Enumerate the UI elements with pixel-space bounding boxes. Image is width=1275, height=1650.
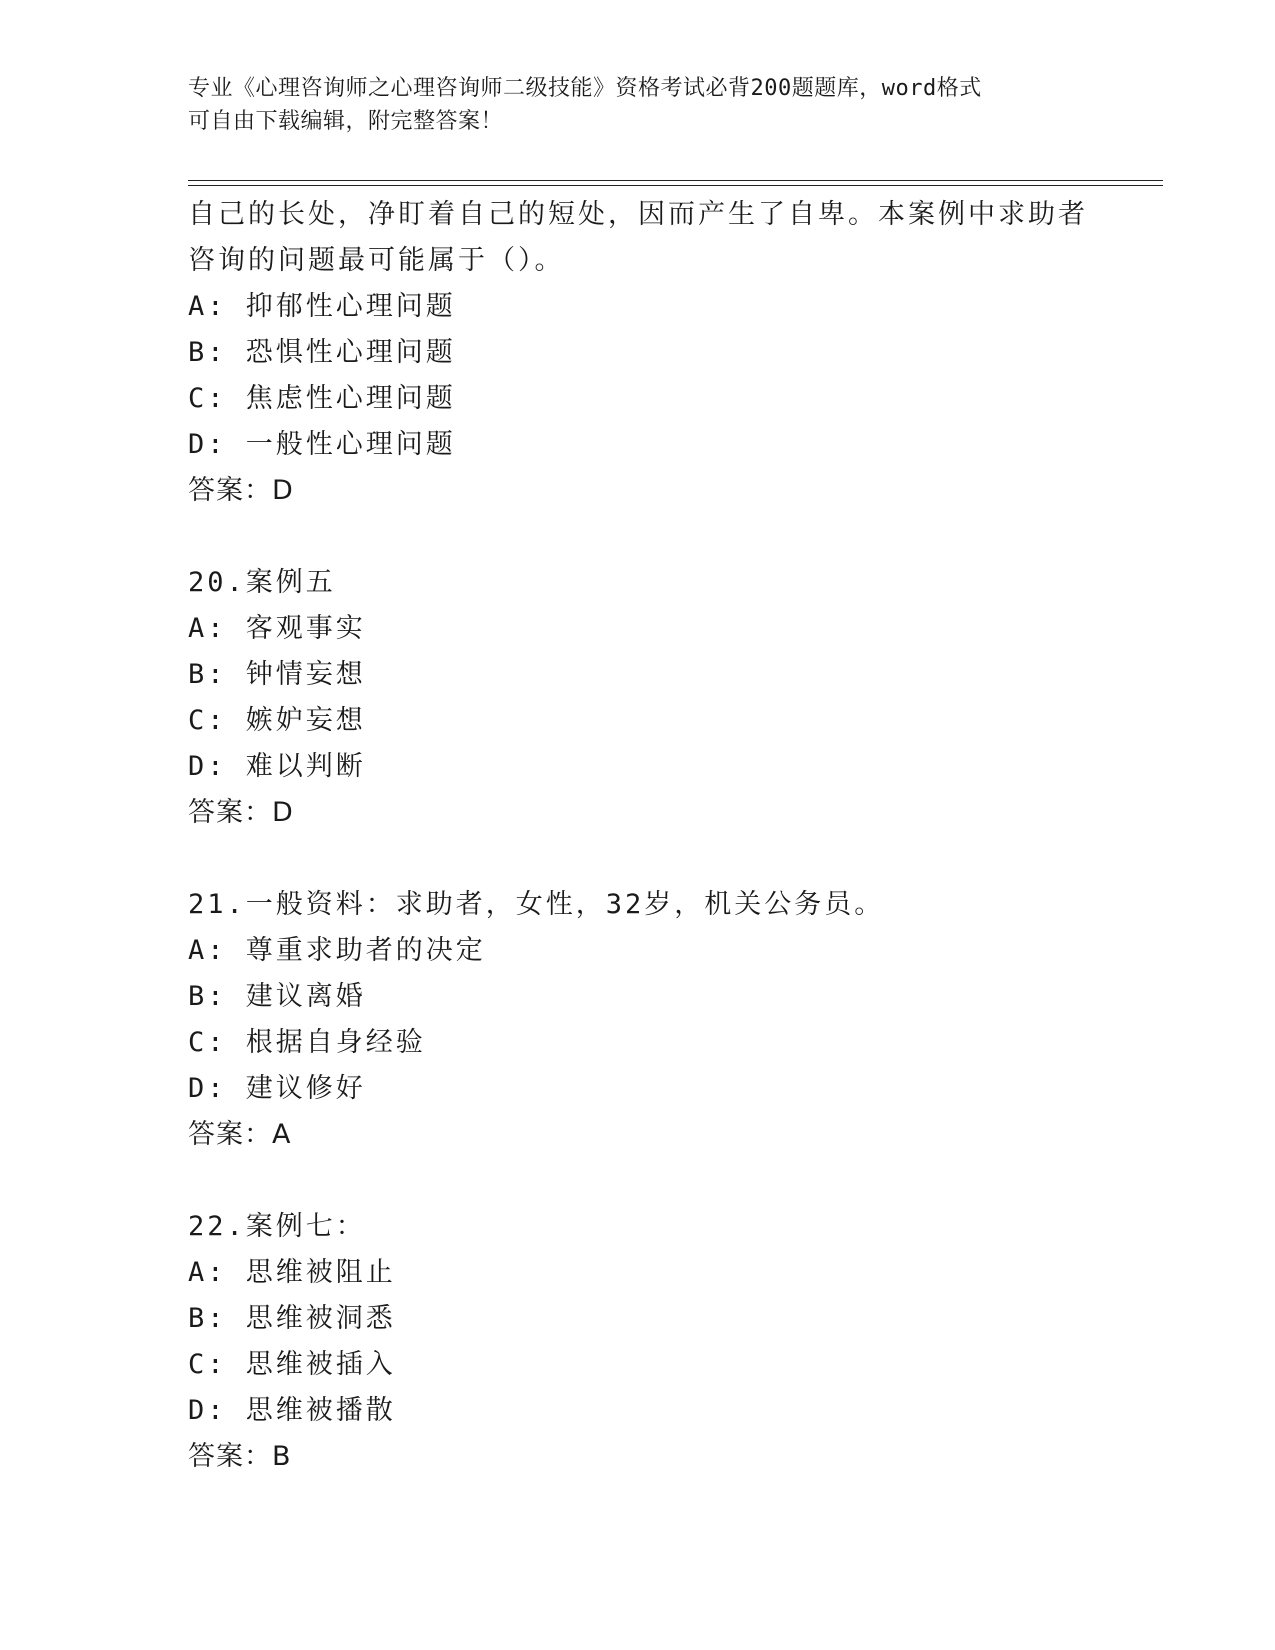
header-divider-bottom <box>188 185 1163 186</box>
answer-line: 答案：D <box>188 475 294 506</box>
option-c: C: 嫉妒妄想 <box>188 705 366 736</box>
option-c: C: 根据自身经验 <box>188 1027 426 1058</box>
spacer <box>188 514 1088 560</box>
question-stem: 22.案例七： <box>188 1211 366 1242</box>
header-title-line-1: 专业《心理咨询师之心理咨询师二级技能》资格考试必背200题题库，word格式 <box>188 76 982 101</box>
question-stem-line: 咨询的问题最可能属于（）。 <box>188 245 565 276</box>
option-d: D: 建议修好 <box>188 1073 366 1104</box>
option-b: B: 钟情妄想 <box>188 659 366 690</box>
option-c: C: 焦虑性心理问题 <box>188 383 456 414</box>
option-b: B: 恐惧性心理问题 <box>188 337 456 368</box>
answer-line: 答案：D <box>188 797 294 828</box>
question-stem: 20.案例五 <box>188 567 336 598</box>
question-stem: 21.一般资料：求助者，女性，32岁，机关公务员。 <box>188 889 885 920</box>
option-a: A: 抑郁性心理问题 <box>188 291 456 322</box>
question-20 <box>188 560 1088 836</box>
question-list <box>188 192 1088 1480</box>
answer-line: 答案：A <box>188 1119 292 1150</box>
spacer <box>188 1158 1088 1204</box>
question-continued <box>188 192 1088 514</box>
question-21 <box>188 882 1088 1158</box>
option-a: A: 思维被阻止 <box>188 1257 396 1288</box>
option-d: D: 一般性心理问题 <box>188 429 456 460</box>
header-title-line-2: 可自由下载编辑，附完整答案！ <box>188 109 504 134</box>
option-a: A: 客观事实 <box>188 613 366 644</box>
option-d: D: 思维被播散 <box>188 1395 396 1426</box>
document-header <box>188 72 1088 138</box>
option-d: D: 难以判断 <box>188 751 366 782</box>
question-22 <box>188 1204 1088 1480</box>
spacer <box>188 836 1088 882</box>
option-b: B: 建议离婚 <box>188 981 366 1012</box>
header-divider-top <box>188 180 1163 181</box>
answer-line: 答案：B <box>188 1441 292 1472</box>
option-c: C: 思维被插入 <box>188 1349 396 1380</box>
option-a: A: 尊重求助者的决定 <box>188 935 486 966</box>
option-b: B: 思维被洞悉 <box>188 1303 396 1334</box>
question-stem-line: 自己的长处，净盯着自己的短处，因而产生了自卑。本案例中求助者 <box>188 199 1088 230</box>
